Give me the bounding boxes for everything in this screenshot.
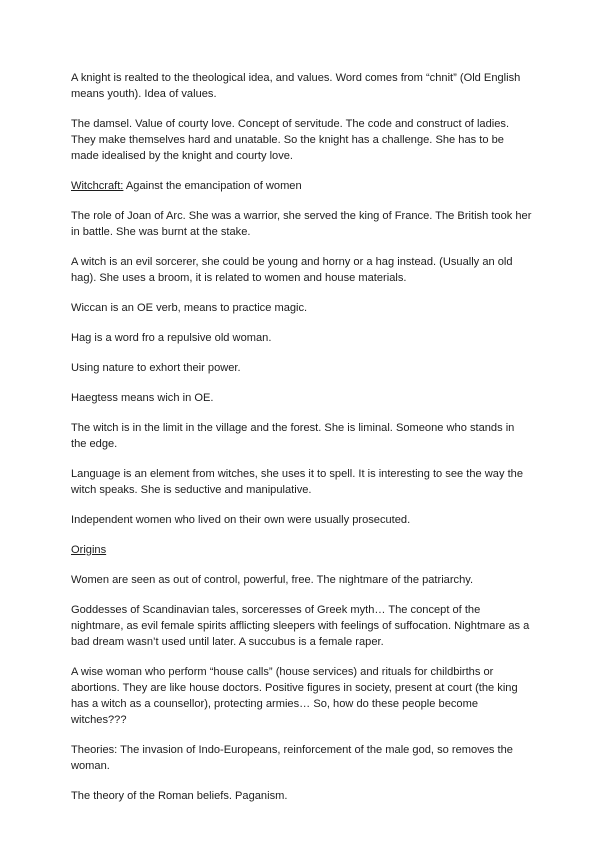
paragraph-roman-beliefs: The theory of the Roman beliefs. Paganism. [71, 790, 288, 802]
paragraph-liminal: The witch is in the limit in the village and the forest. She is liminal. Someone who stands in the edge. [71, 422, 515, 450]
paragraph-goddesses: Goddesses of Scandinavian tales, sorceresses of Greek myth… The concept of the nightmare, as evil female spirits afflicting sleepers with feelings of suffocation. Nightmare as a bad dream wasn’t used until later. A succubus is a female raper. [71, 604, 530, 648]
origins-heading: Origins [71, 544, 107, 556]
paragraph-witch-definition: A witch is an evil sorcerer, she could be young and horny or a hag instead. (Usually an old hag). She uses a broom, it is related to women and house materials. [71, 256, 513, 284]
paragraph-language: Language is an element from witches, she uses it to spell. It is interesting to see the way the witch speaks. She is seductive and manipulative. [71, 468, 524, 496]
paragraph-independent-women: Independent women who lived on their own were usually prosecuted. [71, 514, 411, 526]
paragraph-knight: A knight is realted to the theological idea, and values. Word comes from “chnit” (Old English means youth). Idea of values. [71, 72, 521, 100]
section-witchcraft [71, 178, 532, 194]
paragraph-hag: Hag is a word fro a repulsive old woman. [71, 332, 272, 344]
paragraph-wise-woman: A wise woman who perform “house calls” (house services) and rituals for childbirths or abortions. They are like house doctors. Positive figures in society, present at court (the king has a witch as a counsellor), protecting armies… So, how do these people become witches??? [71, 666, 518, 726]
paragraph-out-of-control: Women are seen as out of control, powerful, free. The nightmare of the patriarchy. [71, 574, 474, 586]
paragraph-wiccan: Wiccan is an OE verb, means to practice magic. [71, 302, 308, 314]
paragraph-theories: Theories: The invasion of Indo-Europeans, reinforcement of the male god, so removes the woman. [71, 744, 513, 772]
paragraph-haegtess: Haegtess means wich in OE. [71, 392, 214, 404]
paragraph-joan-of-arc: The role of Joan of Arc. She was a warrior, she served the king of France. The British took her in battle. She was burnt at the stake. [71, 210, 532, 238]
witchcraft-subtitle: Against the emancipation of women [125, 180, 302, 192]
paragraph-damsel: The damsel. Value of courty love. Concept of servitude. The code and construct of ladies. They make themselves hard and unatable. So the knight has a challenge. She has to be made idealised by the knight and courty love. [71, 118, 510, 162]
paragraph-nature: Using nature to exhort their power. [71, 362, 241, 374]
witchcraft-heading: Witchcraft: [71, 180, 124, 192]
